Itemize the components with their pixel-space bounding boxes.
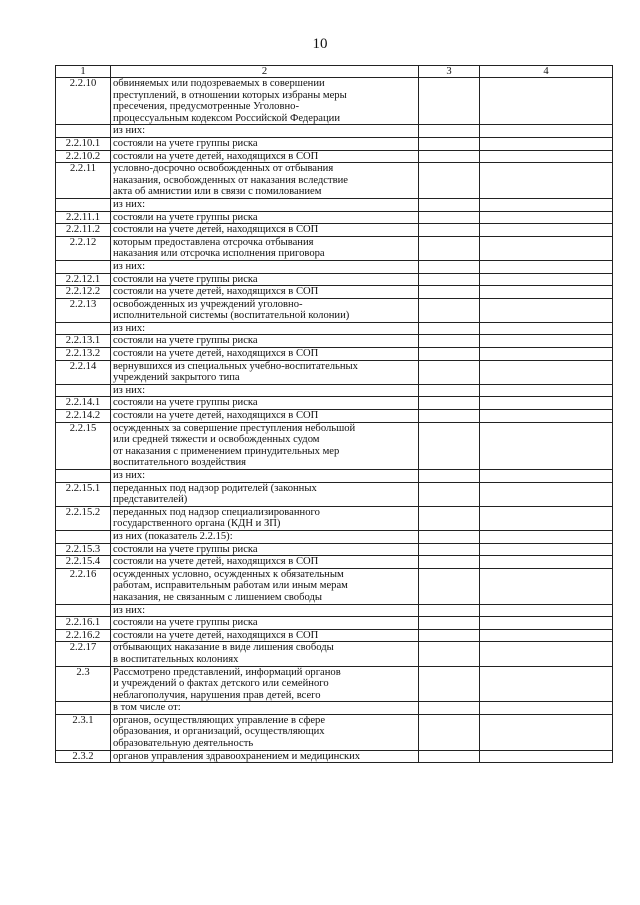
value-cell-col3[interactable] — [419, 137, 480, 150]
row-number: 2.2.16.2 — [56, 629, 111, 642]
value-cell-col3[interactable] — [419, 642, 480, 666]
row-indicator — [111, 286, 419, 299]
value-cell-col3[interactable] — [419, 702, 480, 715]
row-number — [56, 384, 111, 397]
value-cell-col4[interactable] — [480, 530, 613, 543]
value-cell-col3[interactable] — [419, 125, 480, 138]
row-indicator — [111, 482, 419, 506]
indicator-line: из них: — [113, 604, 146, 616]
row-number: 2.2.14 — [56, 360, 111, 384]
row-number: 2.2.13 — [56, 298, 111, 322]
row-indicator — [111, 750, 419, 763]
table-row — [56, 642, 613, 666]
indicator-line: исполнительной системы (воспитательной колонии) — [113, 310, 350, 322]
indicator-line: образования, и организаций, осуществляющих — [113, 726, 325, 738]
value-cell-col4[interactable] — [480, 617, 613, 630]
indicator-line: состояли на учете детей, находящихся в СОП — [113, 150, 319, 162]
value-cell-col4[interactable] — [480, 78, 613, 125]
indicator-line: из них: — [113, 322, 146, 334]
indicator-line: состояли на учете группы риска — [113, 335, 258, 347]
row-indicator — [111, 666, 419, 702]
value-cell-col4[interactable] — [480, 629, 613, 642]
value-cell-col3[interactable] — [419, 236, 480, 260]
table-row — [56, 750, 613, 763]
row-indicator — [111, 236, 419, 260]
row-indicator — [111, 642, 419, 666]
value-cell-col3[interactable] — [419, 422, 480, 469]
value-cell-col4[interactable] — [480, 236, 613, 260]
row-number: 2.2.13.1 — [56, 335, 111, 348]
indicator-line: неблагополучия, нарушения прав детей, всего — [113, 689, 321, 701]
row-number: 2.2.17 — [56, 642, 111, 666]
row-number: 2.3.1 — [56, 714, 111, 750]
row-number: 2.2.15.3 — [56, 543, 111, 556]
value-cell-col3[interactable] — [419, 666, 480, 702]
indicator-line: из них: — [113, 260, 146, 272]
table-row — [56, 198, 613, 211]
row-indicator — [111, 335, 419, 348]
row-number: 2.2.11.1 — [56, 211, 111, 224]
value-cell-col4[interactable] — [480, 384, 613, 397]
indicator-line: от наказания с применением принудительных мер — [113, 445, 340, 457]
value-cell-col4[interactable] — [480, 702, 613, 715]
value-cell-col3[interactable] — [419, 198, 480, 211]
table-row — [56, 322, 613, 335]
row-number: 2.2.14.2 — [56, 410, 111, 423]
row-indicator — [111, 629, 419, 642]
indicator-line: переданных под надзор родителей (законных — [113, 482, 317, 494]
row-number: 2.2.10 — [56, 78, 111, 125]
value-cell-col3[interactable] — [419, 322, 480, 335]
table-row — [56, 137, 613, 150]
indicator-line: органов управления здравоохранением и медицинских — [113, 750, 361, 762]
value-cell-col3[interactable] — [419, 604, 480, 617]
value-cell-col4[interactable] — [480, 298, 613, 322]
table-row — [56, 163, 613, 199]
indicator-line: работам, исправительным работам или иным мерам — [113, 580, 348, 592]
indicator-line: воспитательного воздействия — [113, 457, 247, 469]
value-cell-col4[interactable] — [480, 642, 613, 666]
row-indicator — [111, 273, 419, 286]
table-row — [56, 286, 613, 299]
value-cell-col4[interactable] — [480, 348, 613, 361]
row-number: 2.2.12.1 — [56, 273, 111, 286]
row-number: 2.2.16 — [56, 568, 111, 604]
indicator-line: которым предоставлена отсрочка отбывания — [113, 236, 314, 248]
row-number — [56, 530, 111, 543]
row-indicator — [111, 224, 419, 237]
table-row — [56, 384, 613, 397]
value-cell-col4[interactable] — [480, 335, 613, 348]
indicator-line: процессуальным кодексом Российской Федерации — [113, 112, 340, 124]
indicator-line: освобожденных из учреждений уголовно- — [113, 298, 303, 310]
value-cell-col3[interactable] — [419, 629, 480, 642]
table-row — [56, 702, 613, 715]
value-cell-col3[interactable] — [419, 543, 480, 556]
value-cell-col4[interactable] — [480, 137, 613, 150]
value-cell-col3[interactable] — [419, 224, 480, 237]
row-indicator — [111, 617, 419, 630]
indicator-line: обвиняемых или подозреваемых в совершении — [113, 78, 325, 89]
value-cell-col4[interactable] — [480, 714, 613, 750]
value-cell-col4[interactable] — [480, 666, 613, 702]
table-row — [56, 470, 613, 483]
row-number: 2.2.13.2 — [56, 348, 111, 361]
column-header: 2 — [111, 66, 419, 78]
row-number — [56, 470, 111, 483]
indicator-line: учреждений закрытого типа — [113, 372, 240, 384]
table-row — [56, 348, 613, 361]
value-cell-col3[interactable] — [419, 298, 480, 322]
column-header: 1 — [56, 66, 111, 78]
value-cell-col3[interactable] — [419, 506, 480, 530]
value-cell-col4[interactable] — [480, 360, 613, 384]
value-cell-col4[interactable] — [480, 322, 613, 335]
table-row — [56, 360, 613, 384]
row-indicator — [111, 530, 419, 543]
row-indicator — [111, 150, 419, 163]
row-number: 2.2.15.2 — [56, 506, 111, 530]
table-row — [56, 629, 613, 642]
table-body — [56, 78, 613, 763]
value-cell-col3[interactable] — [419, 273, 480, 286]
row-number: 2.3 — [56, 666, 111, 702]
indicator-line: состояли на учете группы риска — [113, 137, 258, 149]
indicator-line: государственного органа (КДН и ЗП) — [113, 518, 281, 530]
value-cell-col4[interactable] — [480, 750, 613, 763]
indicator-line: из них: — [113, 470, 146, 481]
indicator-line: отбывающих наказание в виде лишения свободы — [113, 642, 334, 654]
row-number — [56, 702, 111, 715]
value-cell-col3[interactable] — [419, 410, 480, 423]
indicator-line: акта об амнистии или в связи с помилованием — [113, 186, 322, 198]
indicator-line: наказания, не связанным с лишением свободы — [113, 591, 322, 603]
report-table — [55, 65, 613, 763]
table-row — [56, 298, 613, 322]
value-cell-col3[interactable] — [419, 568, 480, 604]
value-cell-col4[interactable] — [480, 422, 613, 469]
value-cell-col4[interactable] — [480, 506, 613, 530]
indicator-line: осужденных условно, осужденных к обязательным — [113, 568, 344, 580]
value-cell-col3[interactable] — [419, 617, 480, 630]
row-number: 2.2.12 — [56, 236, 111, 260]
page-number: 10 — [312, 36, 328, 52]
value-cell-col3[interactable] — [419, 360, 480, 384]
indicator-line: состояли на учете детей, находящихся в СОП — [113, 224, 319, 236]
row-indicator — [111, 604, 419, 617]
indicator-line: состояли на учете группы риска — [113, 211, 258, 223]
indicator-line: из них: — [113, 198, 146, 210]
row-number: 2.2.15.4 — [56, 556, 111, 569]
table-row — [56, 530, 613, 543]
row-indicator — [111, 78, 419, 125]
value-cell-col4[interactable] — [480, 482, 613, 506]
table-row — [56, 236, 613, 260]
value-cell-col4[interactable] — [480, 568, 613, 604]
table-row — [56, 714, 613, 750]
table-row — [56, 422, 613, 469]
value-cell-col4[interactable] — [480, 556, 613, 569]
table-row — [56, 397, 613, 410]
indicator-line: из них (показатель 2.2.15): — [113, 530, 233, 542]
table-row — [56, 260, 613, 273]
row-number: 2.2.16.1 — [56, 617, 111, 630]
row-number: 2.2.10.1 — [56, 137, 111, 150]
row-number: 2.3.2 — [56, 750, 111, 763]
row-indicator — [111, 322, 419, 335]
row-number — [56, 198, 111, 211]
table-row — [56, 506, 613, 530]
indicator-line: переданных под надзор специализированного — [113, 506, 320, 518]
value-cell-col4[interactable] — [480, 410, 613, 423]
table-row — [56, 482, 613, 506]
value-cell-col3[interactable] — [419, 750, 480, 763]
table-row — [56, 211, 613, 224]
row-indicator — [111, 470, 419, 483]
value-cell-col4[interactable] — [480, 125, 613, 138]
row-indicator — [111, 125, 419, 138]
indicator-line: состояли на учете детей, находящихся в СОП — [113, 410, 319, 422]
indicator-line: Рассмотрено представлений, информаций органов — [113, 666, 341, 678]
table-row — [56, 273, 613, 286]
value-cell-col3[interactable] — [419, 397, 480, 410]
row-indicator — [111, 198, 419, 211]
indicator-line: состояли на учете группы риска — [113, 397, 258, 409]
table-row — [56, 543, 613, 556]
table-row — [56, 78, 613, 125]
value-cell-col4[interactable] — [480, 543, 613, 556]
value-cell-col4[interactable] — [480, 211, 613, 224]
indicator-line: наказания, освобожденных от наказания вследствие — [113, 174, 349, 186]
row-indicator — [111, 543, 419, 556]
value-cell-col3[interactable] — [419, 78, 480, 125]
table-row — [56, 150, 613, 163]
indicator-line: или средней тяжести и освобожденных судом — [113, 434, 320, 446]
row-indicator — [111, 506, 419, 530]
row-indicator — [111, 260, 419, 273]
value-cell-col3[interactable] — [419, 335, 480, 348]
value-cell-col3[interactable] — [419, 260, 480, 273]
column-header: 3 — [419, 66, 480, 78]
value-cell-col4[interactable] — [480, 224, 613, 237]
table-row — [56, 568, 613, 604]
value-cell-col4[interactable] — [480, 260, 613, 273]
indicator-line: и учреждений о фактах детского или семейного — [113, 678, 329, 690]
value-cell-col3[interactable] — [419, 470, 480, 483]
indicator-line: состояли на учете детей, находящихся в СОП — [113, 286, 319, 298]
value-cell-col3[interactable] — [419, 714, 480, 750]
row-indicator — [111, 163, 419, 199]
column-header: 4 — [480, 66, 613, 78]
indicator-line: состояли на учете группы риска — [113, 543, 258, 555]
row-indicator — [111, 422, 419, 469]
indicator-line: состояли на учете группы риска — [113, 617, 258, 629]
row-indicator — [111, 384, 419, 397]
row-number — [56, 604, 111, 617]
indicator-line: наказания или отсрочка исполнения приговора — [113, 248, 325, 260]
table-row — [56, 666, 613, 702]
indicator-line: состояли на учете детей, находящихся в СОП — [113, 556, 319, 568]
value-cell-col3[interactable] — [419, 482, 480, 506]
value-cell-col4[interactable] — [480, 150, 613, 163]
row-indicator — [111, 298, 419, 322]
value-cell-col3[interactable] — [419, 286, 480, 299]
row-number: 2.2.15.1 — [56, 482, 111, 506]
indicator-line: состояли на учете детей, находящихся в СОП — [113, 348, 319, 360]
value-cell-col3[interactable] — [419, 556, 480, 569]
indicator-line: вернувшихся из специальных учебно-воспитательных — [113, 360, 358, 372]
row-indicator — [111, 568, 419, 604]
row-indicator — [111, 360, 419, 384]
value-cell-col3[interactable] — [419, 211, 480, 224]
row-number — [56, 125, 111, 138]
table-header-row — [56, 66, 613, 78]
indicator-line: представителей) — [113, 494, 188, 506]
table-row — [56, 556, 613, 569]
value-cell-col3[interactable] — [419, 163, 480, 199]
row-number — [56, 260, 111, 273]
row-number: 2.2.14.1 — [56, 397, 111, 410]
indicator-line: в воспитательных колониях — [113, 653, 239, 665]
table-row — [56, 335, 613, 348]
indicator-line: из них: — [113, 384, 146, 396]
row-number: 2.2.10.2 — [56, 150, 111, 163]
table-row — [56, 224, 613, 237]
row-number: 2.2.12.2 — [56, 286, 111, 299]
row-number — [56, 322, 111, 335]
row-indicator — [111, 348, 419, 361]
row-number: 2.2.11 — [56, 163, 111, 199]
row-indicator — [111, 410, 419, 423]
indicator-line: пресечения, предусмотренные Уголовно- — [113, 101, 299, 113]
value-cell-col3[interactable] — [419, 150, 480, 163]
indicator-line: в том числе от: — [113, 702, 181, 714]
indicator-line: из них: — [113, 125, 146, 137]
row-indicator — [111, 137, 419, 150]
row-number: 2.2.11.2 — [56, 224, 111, 237]
indicator-line: образовательную деятельность — [113, 738, 254, 750]
row-indicator — [111, 211, 419, 224]
indicator-line: состояли на учете детей, находящихся в СОП — [113, 629, 319, 641]
indicator-line: условно-досрочно освобожденных от отбывания — [113, 163, 334, 175]
value-cell-col3[interactable] — [419, 348, 480, 361]
row-number: 2.2.15 — [56, 422, 111, 469]
indicator-line: осужденных за совершение преступления небольшой — [113, 422, 356, 434]
value-cell-col4[interactable] — [480, 273, 613, 286]
table-row — [56, 125, 613, 138]
table-row — [56, 604, 613, 617]
value-cell-col4[interactable] — [480, 397, 613, 410]
indicator-line: состояли на учете группы риска — [113, 273, 258, 285]
value-cell-col4[interactable] — [480, 470, 613, 483]
row-indicator — [111, 702, 419, 715]
indicator-line: органов, осуществляющих управление в сфере — [113, 714, 326, 726]
indicator-line: преступлений, в отношении которых избраны меры — [113, 89, 347, 101]
row-indicator — [111, 397, 419, 410]
value-cell-col4[interactable] — [480, 286, 613, 299]
value-cell-col3[interactable] — [419, 384, 480, 397]
value-cell-col4[interactable] — [480, 198, 613, 211]
table-row — [56, 410, 613, 423]
row-indicator — [111, 714, 419, 750]
table-row — [56, 617, 613, 630]
row-indicator — [111, 556, 419, 569]
value-cell-col4[interactable] — [480, 604, 613, 617]
value-cell-col3[interactable] — [419, 530, 480, 543]
value-cell-col4[interactable] — [480, 163, 613, 199]
